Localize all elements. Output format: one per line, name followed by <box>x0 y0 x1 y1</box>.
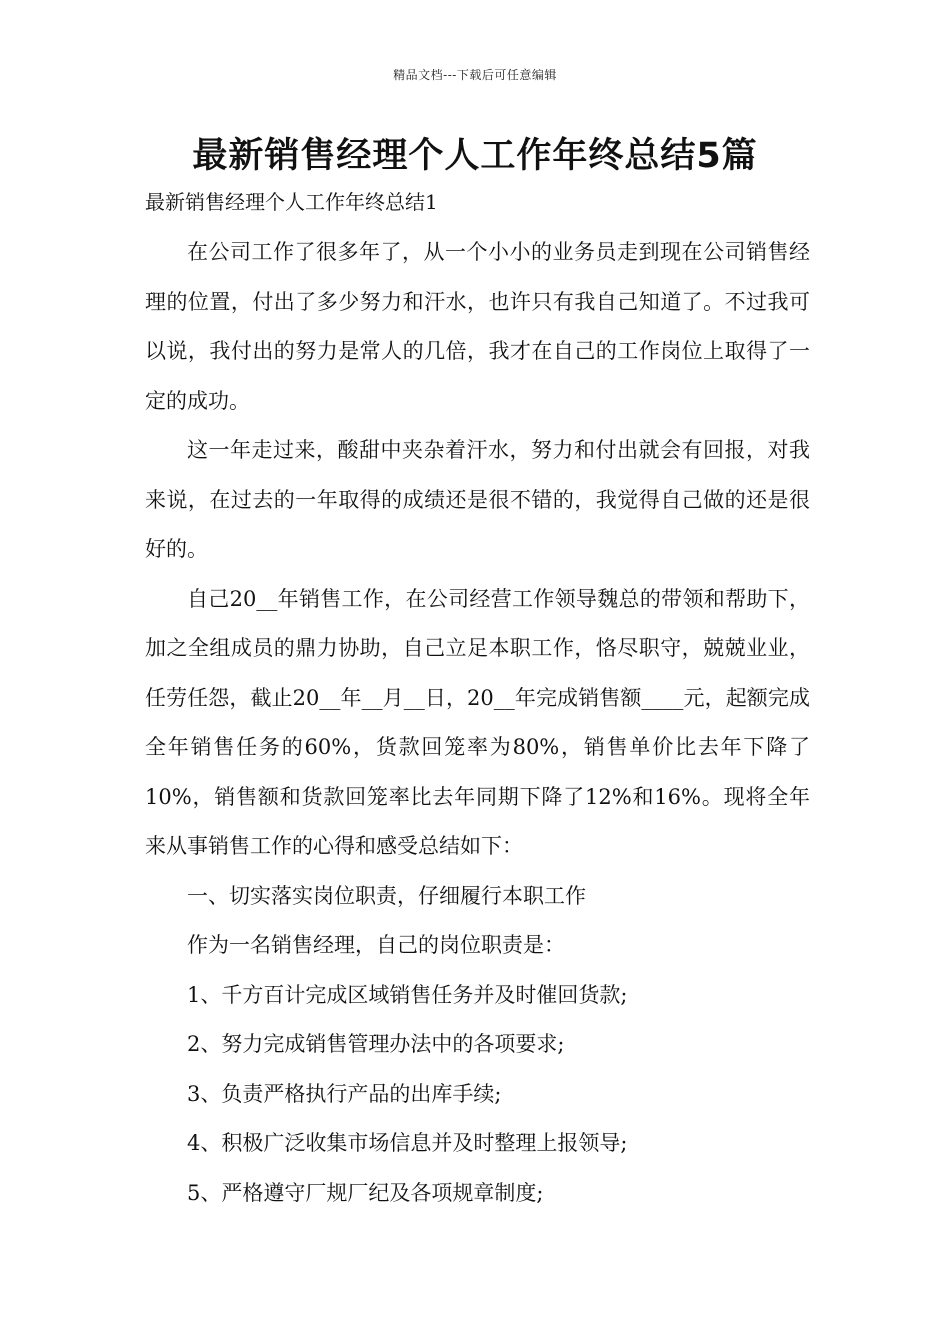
duty-item: 2、努力完成销售管理办法中的各项要求; <box>187 1032 565 1056</box>
paragraph-performance: 自己20__年销售工作，在公司经营工作领导魏总的带领和帮助下，加之全组成员的鼎力协助，自己立足本职工作，恪尽职守，兢兢业业，任劳任怨，截止20__年__月__日，20__年完成销售额____元，起额完成全年销售任务的60%，货款回笼率为80%，销售单价比去年下降了10%，销售额和货款回笼率比去年同期下降了12%和16%。现将全年来从事销售工作的心得和感受总结如下： <box>145 586 810 858</box>
paragraph-reflection: 这一年走过来，酸甜中夹杂着汗水，努力和付出就会有回报，对我来说，在过去的一年取得的成绩还是很不错的，我觉得自己做的还是很好的。 <box>145 438 810 561</box>
section-title: 最新销售经理个人工作年终总结1 <box>145 190 438 214</box>
duty-item: 5、严格遵守厂规厂纪及各项规章制度; <box>187 1180 544 1205</box>
duty-item: 1、千方百计完成区域销售任务并及时催回货款; <box>187 982 628 1007</box>
document-title: 最新销售经理个人工作年终总结5篇 <box>192 136 758 176</box>
subheading-duties: 一、切实落实岗位职责，仔细履行本职工作 <box>187 883 586 908</box>
paragraph-intro: 在公司工作了很多年了，从一个小小的业务员走到现在公司销售经理的位置，付出了多少努力和汗水，也许只有我自己知道了。不过我可以说，我付出的努力是常人的几倍，我才在自己的工作岗位上取得了一定的成功。 <box>145 240 810 413</box>
page-header-note: 精品文档---下载后可任意编辑 <box>393 68 557 82</box>
duties-intro: 作为一名销售经理，自己的岗位职责是： <box>187 933 565 957</box>
duty-item: 3、负责严格执行产品的出库手续; <box>187 1081 502 1106</box>
document-body <box>145 228 810 1218</box>
duty-item: 4、积极广泛收集市场信息并及时整理上报领导; <box>187 1131 628 1155</box>
